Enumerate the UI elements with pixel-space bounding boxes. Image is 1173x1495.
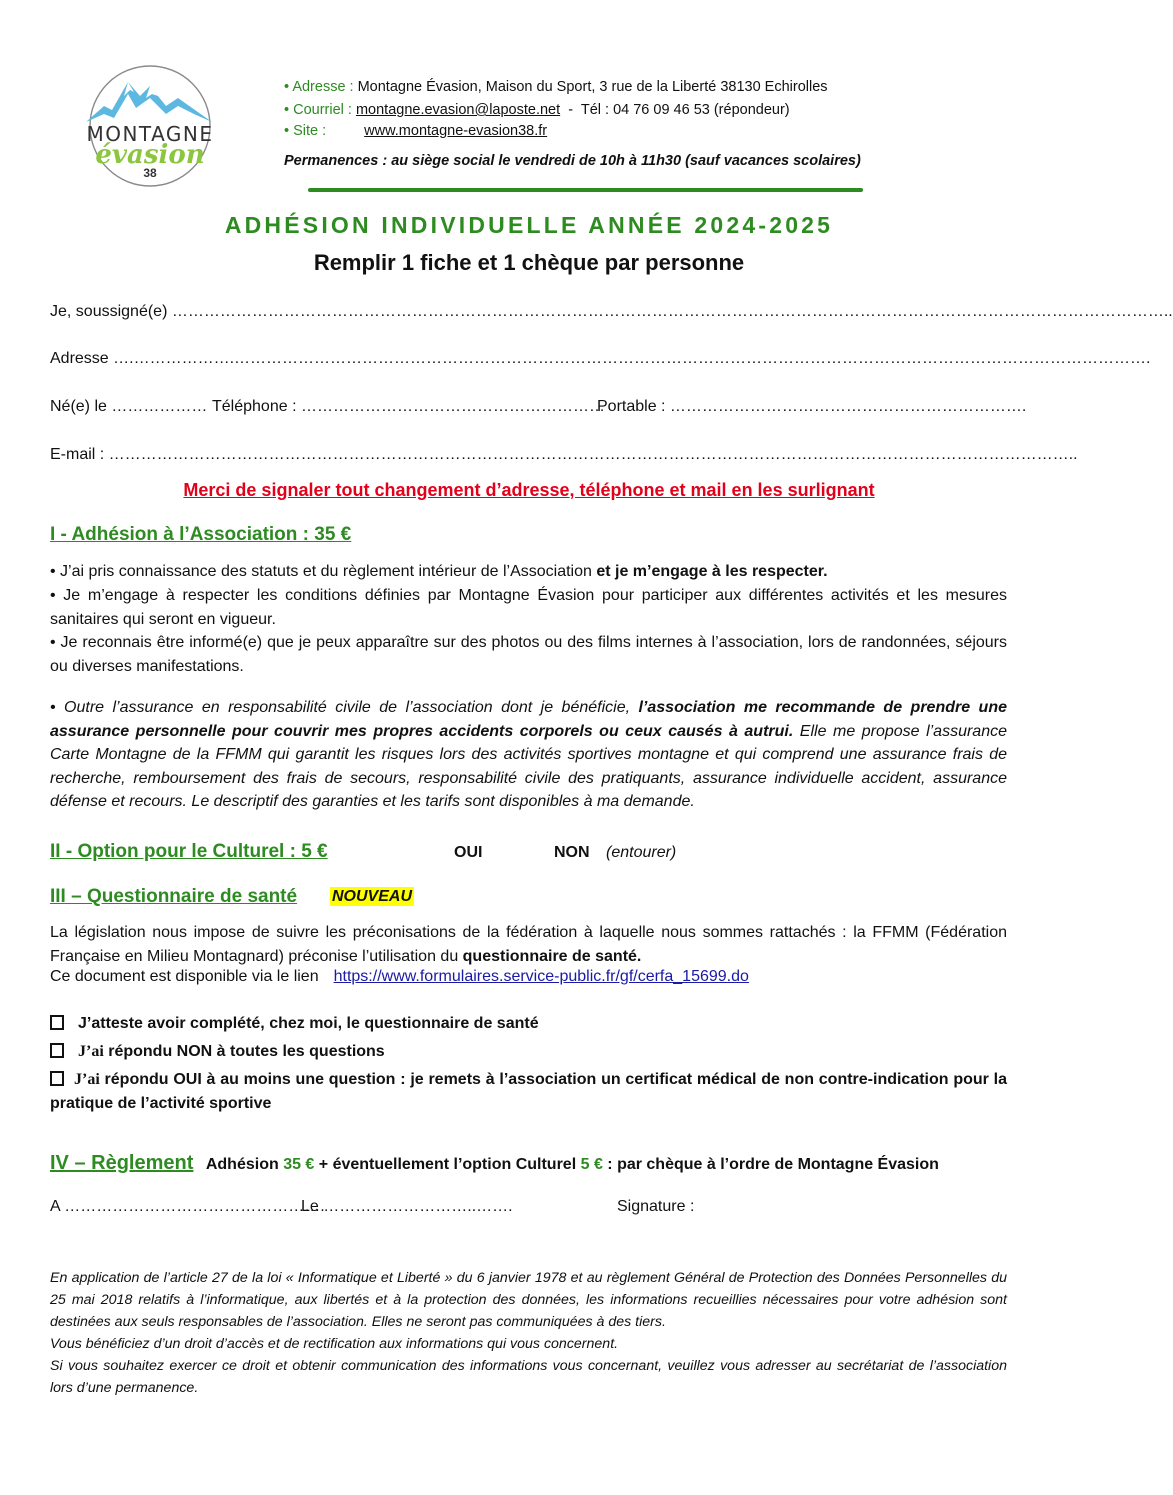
section-health-heading: III – Questionnaire de santé: [50, 886, 298, 907]
payment-line: IV – Règlement Adhésion 35 € + éventuellement l’option Culturel 5 € : par chèque à l’ordre de Montagne Évasion: [50, 1152, 939, 1174]
birthdate-field[interactable]: Né(e) le ………………: [50, 398, 208, 415]
membership-statutes: • J’ai pris connaissance des statuts et du règlement intérieur de l’Association et je m’engage à les respecter.: [50, 563, 828, 580]
bullet-icon: •: [284, 123, 294, 139]
legal-contact: Si vous souhaitez exercer ce droit et obtenir communication des informations vous concernant, veuillez vous adresser au secrétariat de l’association lors d’une permanence.: [50, 1358, 1007, 1396]
culture-yes-option[interactable]: OUI: [454, 844, 483, 861]
logo: [74, 62, 226, 192]
address-field[interactable]: Adresse ….……………….……………………………………………………………………………………………………………………………………………………….: [50, 350, 1151, 367]
checkbox-icon[interactable]: [50, 1043, 64, 1058]
header-permanences: Permanences : au siège social le vendredi de 10h à 11h30 (sauf vacances scolaires): [284, 153, 861, 169]
culture-no-option[interactable]: NON: [554, 844, 590, 861]
health-link-line: Ce document est disponible via le lien https://www.formulaires.service-public.fr/gf/cerfa_15699.do: [50, 968, 749, 985]
mobile-field[interactable]: Portable : ………………………………………………………….: [597, 398, 1027, 415]
signature-field[interactable]: Signature :: [617, 1198, 695, 1215]
section-payment-heading: IV – Règlement: [50, 1152, 194, 1174]
bullet-icon: •: [284, 79, 293, 95]
page-subtitle: Remplir 1 fiche et 1 chèque par personne: [313, 250, 745, 275]
email-field[interactable]: E-mail : ………………………………………………………………………………………………………………………………………………………………..: [50, 446, 1078, 463]
legal-rights: Vous bénéficiez d’un droit d’accès et de rectification aux informations qui vous concernent.: [50, 1336, 619, 1352]
logo-line2: évasion: [95, 140, 205, 170]
health-check-yes[interactable]: J’ai répondu OUI à au moins une question : je remets à l’association un certificat médical de non contre-indication pour la pratique de l’activité sportive: [50, 1071, 1007, 1112]
new-badge: NOUVEAU: [332, 888, 413, 905]
checkbox-icon[interactable]: [50, 1015, 64, 1030]
site-link[interactable]: www.montagne-evasion38.fr: [364, 123, 548, 139]
header-mail: • Courriel : montagne.evasion@laposte.net - Tél : 04 76 09 46 53 (répondeur): [284, 102, 790, 118]
culture-hint: (entourer): [606, 844, 677, 861]
health-check-no[interactable]: J’ai répondu NON à toutes les questions: [50, 1040, 1007, 1064]
place-field[interactable]: A ………………………………………….: [50, 1198, 325, 1215]
membership-conditions: • Je m’engage à respecter les conditions définies par Montagne Évasion pour participer aux différentes activités et les mesures sanitaires qui seront en vigueur.: [50, 587, 1007, 628]
checkbox-icon[interactable]: [50, 1071, 64, 1086]
legal-notice: En application de l’article 27 de la loi « Informatique et Liberté » du 6 janvier 1978 et au règlement Général de Protection des Données Personnelles du 25 mai 2018 relatifs à l’informatique, aux libertés et à la protection des données, les informations recueillies nécessaires pour votre adhésion sont destinées aux seuls responsables de l’association. Elles ne seront pas communiquées à des tiers.: [50, 1270, 1007, 1330]
membership-insurance: • Outre l’assurance en responsabilité civile de l’association dont je bénéficie, l’association me recommande de prendre une assurance personnelle pour couvrir mes propres accidents corporels ou ceux causés à autrui. Elle me propose l’assurance Carte Montagne de la FFMM qui garantit les risques lors des activités sportives montagne et qui comprend une assurance frais de recherche, remboursement des frais de secours, responsabilité civile des pratiquants, assurance individuelle accident, assurance défense et recours. Le descriptif des garanties et les tarifs sont disponibles à ma demande.: [50, 699, 1007, 810]
section-membership-heading: I - Adhésion à l’Association : 35 €: [50, 524, 352, 545]
mail-link[interactable]: montagne.evasion@laposte.net: [355, 102, 561, 118]
bullet-icon: •: [284, 102, 294, 118]
page-title: ADHÉSION INDIVIDUELLE ANNÉE 2024-2025: [224, 212, 834, 238]
cerfa-link[interactable]: https://www.formulaires.service-public.fr/gf/cerfa_15699.do: [333, 968, 749, 985]
membership-photos: • Je reconnais être informé(e) que je peux apparaître sur des photos ou des films internes à l’association, lors de randonnées, séjours ou diverses manifestations.: [50, 634, 1007, 675]
phone-field[interactable]: Téléphone : …………………………………………………: [212, 398, 605, 415]
header-divider: [308, 188, 863, 192]
logo-line1: MONTAGNE: [86, 122, 214, 146]
name-field[interactable]: Je, soussigné(e) ……………………………………………………………………………………………………………………………………………………………………..: [50, 303, 1173, 320]
header-site: • Site : www.montagne-evasion38.fr: [284, 123, 548, 139]
health-check-completed[interactable]: J’atteste avoir complété, chez moi, le questionnaire de santé: [50, 1012, 1007, 1036]
health-legislation: La législation nous impose de suivre les préconisations de la fédération à laquelle nous sommes rattachés : la FFMM (Fédération Française en Milieu Montagnard) préconise l’utilisation du questionnaire de santé.: [50, 924, 1007, 965]
date-field[interactable]: Le ………………………..…….: [301, 1198, 513, 1215]
change-warning: Merci de signaler tout changement d’adresse, téléphone et mail en les surlignant: [183, 480, 875, 500]
section-culture-heading: II - Option pour le Culturel : 5 €: [50, 841, 328, 862]
logo-line3: 38: [143, 166, 157, 180]
header-address: • Adresse : Montagne Évasion, Maison du Sport, 3 rue de la Liberté 38130 Echirolles: [284, 79, 828, 95]
